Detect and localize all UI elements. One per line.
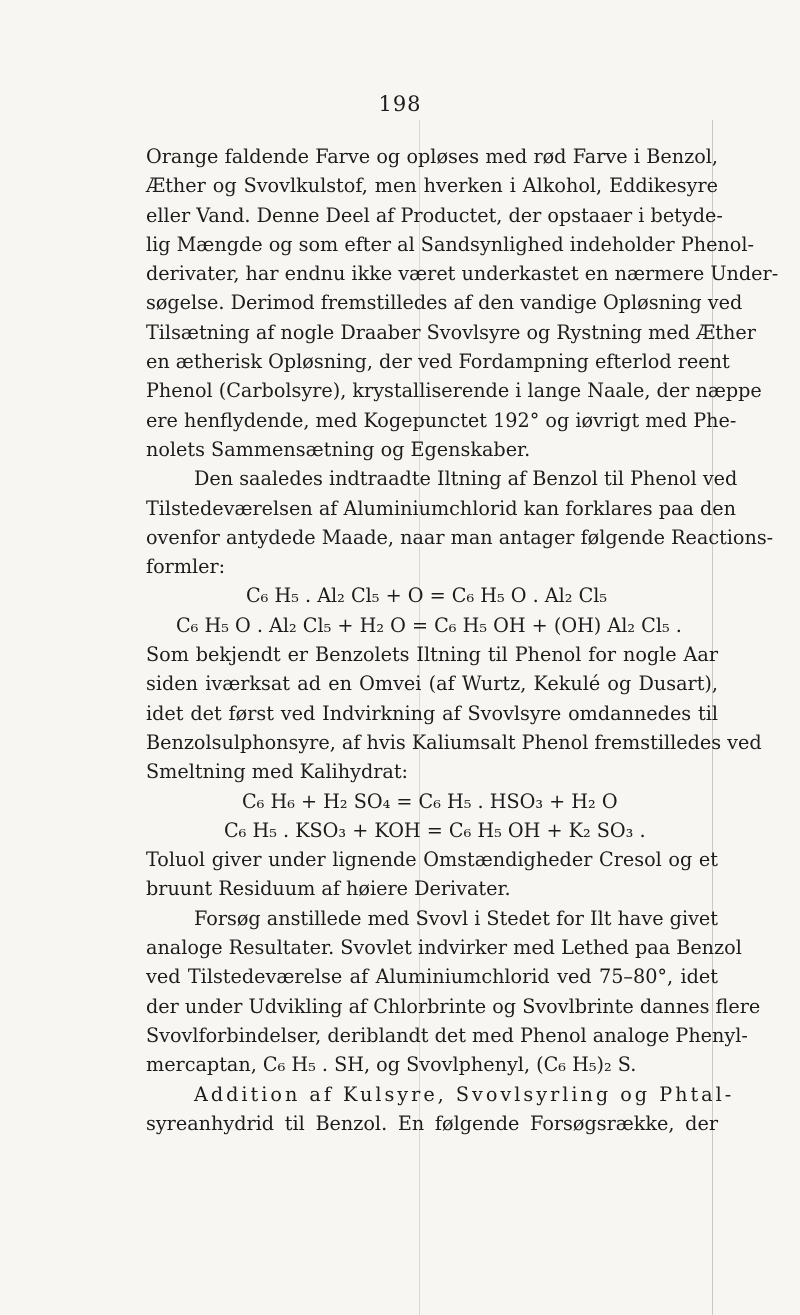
paragraph-6 [146,1080,735,1139]
text-line: Svovlforbindelser, deriblandt det med Phenol analoge Phenyl- [146,1023,748,1047]
text-line: Phenol (Carbolsyre), krystalliserende i lange Naale, der næppe [146,379,762,403]
text-line: derivater, har endnu ikke været underkastet en nærmere Under- [146,262,779,286]
text-line: bruunt Residuum af høiere Derivater. [146,877,511,901]
text-line: siden iværksat ad en Omvei (af Wurtz, Kekulé og Dusart), [146,672,718,696]
chemical-formula: C₆ H₅ . Al₂ Cl₅ + O = C₆ H₅ O . Al₂ Cl₅ [246,584,608,608]
chemical-formula: C₆ H₅ O . Al₂ Cl₅ + H₂ O = C₆ H₅ OH + (OH) Al₂ Cl₅ . [176,613,682,637]
text-line: lig Mængde og som efter al Sandsynlighed indeholder Phenol- [146,232,754,256]
text-line: Tilsætning af nogle Draaber Svovlsyre og Rystning med Æther [146,320,756,344]
text-line: ovenfor antydede Maade, naar man antager følgende Reactions- [146,525,774,549]
chemical-formula: C₆ H₆ + H₂ SO₄ = C₆ H₅ . HSO₃ + H₂ O [242,789,618,813]
paragraph-4 [146,845,718,904]
body-text [146,142,779,1138]
paragraph-2 [146,464,774,581]
text-line: Benzolsulphonsyre, af hvis Kaliumsalt Phenol fremstilledes ved [146,730,762,754]
paragraph-5 [146,904,761,1080]
text-line: ere henflydende, med Kogepunctet 192° og iøvrigt med Phe- [146,408,737,432]
text-line: ved Tilstedeværelse af Aluminiumchlorid ved 75–80°, idet [146,965,718,989]
text-line: der under Udvikling af Chlorbrinte og Svovlbrinte dannes flere [146,994,761,1018]
formula-block-2 [146,787,718,846]
section-heading-line: Addition af Kulsyre, Svovlsyrling og Phtal- [194,1082,735,1106]
text-line: Orange faldende Farve og opløses med rød Farve i Benzol, [146,145,718,168]
text-line: analoge Resultater. Svovlet indvirker med Lethed paa Benzol [146,936,742,960]
text-line: Den saaledes indtraadte Iltning af Benzol til Phenol ved [194,467,738,491]
text-line: Toluol giver under lignende Omstændigheder Cresol og et [146,848,718,872]
text-line: eller Vand. Denne Deel af Productet, der opstaaer i betyde- [146,203,723,227]
text-line: søgelse. Derimod fremstilledes af den vandige Opløsning ved [146,291,743,315]
text-line: nolets Sammensætning og Egenskaber. [146,437,531,461]
formula-block-1 [146,581,718,640]
text-line: Forsøg anstillede med Svovl i Stedet for Ilt have givet [194,906,718,930]
text-line: mercaptan, C₆ H₅ . SH, og Svovlphenyl, (C₆ H₅)₂ S. [146,1053,637,1077]
text-line: Smeltning med Kalihydrat: [146,760,409,784]
page-number: 198 [378,92,422,116]
paragraph-3 [146,640,762,786]
text-line: Tilstedeværelsen af Aluminiumchlorid kan forklares paa den [146,496,736,520]
text-line: formler: [146,555,226,579]
text-line: Som bekjendt er Benzolets Iltning til Phenol for nogle Aar [146,643,718,667]
text-line: Æther og Svovlkulstof, men hverken i Alkohol, Eddikesyre [146,174,718,198]
chemical-formula: C₆ H₅ . KSO₃ + KOH = C₆ H₅ OH + K₂ SO₃ . [224,818,646,842]
scan-artifact-line [712,120,713,1315]
paragraph-1 [146,142,779,464]
scan-artifact-line [419,120,420,1315]
text-line: en ætherisk Opløsning, der ved Fordampning efterlod reent [146,350,730,374]
text-line: syreanhydrid til Benzol. En følgende Forsøgsrække, der [146,1111,718,1135]
text-line: idet det først ved Indvirkning af Svovlsyre omdannedes til [146,701,718,725]
